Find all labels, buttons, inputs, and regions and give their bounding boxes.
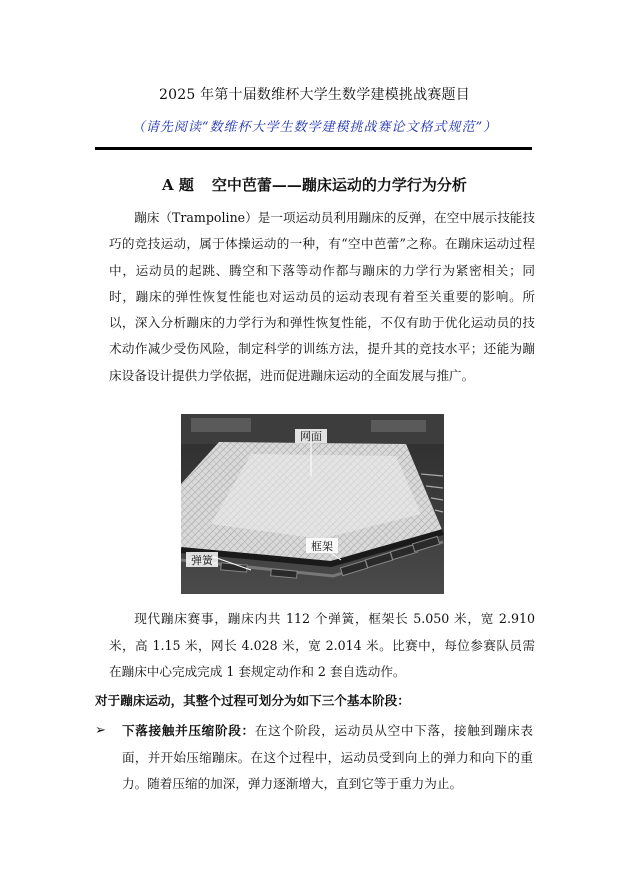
trampoline-photo [181, 414, 444, 594]
figure-label-spring: 弹簧 [191, 554, 213, 567]
header-divider [95, 147, 532, 150]
competition-title: 2025 年第十届数维杯大学生数学建模挑战赛题目 [159, 87, 470, 103]
problem-title [0, 174, 629, 195]
intro-paragraph: 蹦床（Trampoline）是一项运动员利用蹦床的反弹，在空中展示技能技巧的竞技运动，属于体操运动的一种，有“空中芭蕾”之称。在蹦床运动过程中，运动员的起跳、腾空和下落等动作都与蹦床的力学行为紧密相关；同时，蹦床的弹性恢复性能也对运动员的运动表现有着至关重要的影响。所以，深入分析蹦床的力学行为和弹性恢复性能，不仅有助于优化运动员的技术动作减少受伤风险，制定科学的训练方法，提升其的竞技水平；还能为蹦床设备设计提供力学依据，进而促进蹦床运动的全面发展与推广。 [109, 210, 535, 383]
stage-item-title: 下落接触并压缩阶段： [122, 723, 255, 738]
stages-heading: 对于蹦床运动，其整个过程可划分为如下三个基本阶段： [95, 693, 410, 708]
figure-label-net: 网面 [300, 430, 322, 443]
problem-code: A 题 [162, 176, 194, 194]
arrow-bullet-icon: ➢ [95, 723, 106, 738]
problem-name: 空中芭蕾——蹦床运动的力学行为分析 [211, 176, 467, 194]
stage-item-text: 在这个阶段，运动员从空中下落，接触到蹦床表面，并开始压缩蹦床。在这个过程中，运动员受到向上的弹力和向下的重力。随着压缩的加深，弹力逐渐增大，直到它等于重力为止。 [122, 723, 534, 791]
figure-label-frame: 框架 [311, 540, 333, 553]
stage-item [122, 718, 533, 798]
format-notice: （请先阅读“数维杯大学生数学建模挑战赛论文格式规范”） [131, 120, 498, 135]
specs-paragraph: 现代蹦床赛事，蹦床内共 112 个弹簧，框架长 5.050 米，宽 2.910 米，高 1.15 米，网长 4.028 米，宽 2.014 米。比赛中，每位参赛队员需在蹦床中心完成完成 1 套规定动作和 2 套自选动作。 [109, 611, 535, 679]
